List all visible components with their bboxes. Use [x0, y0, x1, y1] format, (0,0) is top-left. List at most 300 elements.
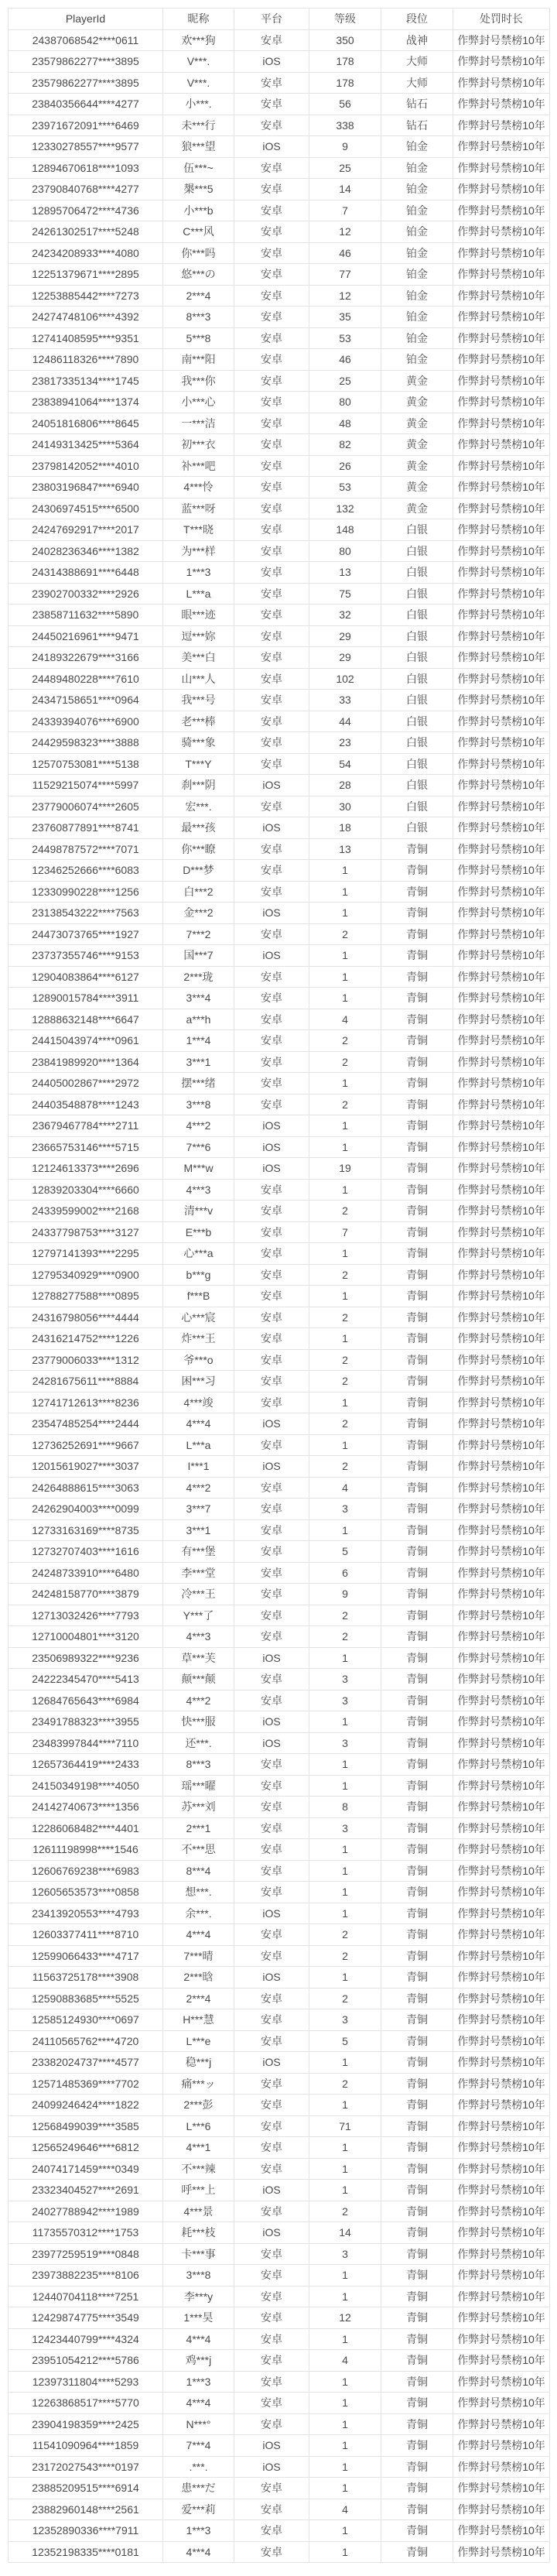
cell-platform: 安卓: [234, 2030, 309, 2052]
cell-nickname: 7***晴: [163, 1945, 234, 1967]
cell-level: 1: [309, 1839, 381, 1861]
cell-playerid: 12888632148****6647: [9, 1009, 163, 1030]
table-row: [9, 2073, 550, 2095]
table-row: [9, 2499, 550, 2520]
table-row: [9, 1754, 550, 1776]
cell-nickname: 4***4: [163, 1924, 234, 1946]
table-row: [9, 1605, 550, 1626]
cell-playerid: 12603377411****8710: [9, 1924, 163, 1946]
cell-nickname: 鸡***j: [163, 2350, 234, 2372]
cell-platform: 安卓: [234, 1051, 309, 1073]
cell-playerid: 12486118326****7890: [9, 349, 163, 371]
cell-nickname: 心***宸: [163, 1307, 234, 1328]
cell-playerid: 24429598323****3888: [9, 732, 163, 754]
cell-level: 14: [309, 179, 381, 200]
cell-punishment: 作弊封号禁榜10年: [453, 1264, 550, 1286]
cell-level: 178: [309, 51, 381, 73]
cell-rank: 青铜: [381, 2541, 453, 2563]
cell-platform: 安卓: [234, 157, 309, 179]
table-row: [9, 1009, 550, 1030]
cell-playerid: 24405002867****2972: [9, 1073, 163, 1094]
cell-level: 2: [309, 1371, 381, 1392]
cell-playerid: 12440704118****7251: [9, 2286, 163, 2307]
cell-nickname: 患***だ: [163, 2478, 234, 2499]
cell-platform: 安卓: [234, 2158, 309, 2180]
cell-platform: iOS: [234, 1158, 309, 1180]
cell-rank: 青铜: [381, 966, 453, 988]
cell-punishment: 作弊封号禁榜10年: [453, 1924, 550, 1946]
cell-punishment: 作弊封号禁榜10年: [453, 72, 550, 94]
cell-rank: 青铜: [381, 2350, 453, 2372]
cell-rank: 铂金: [381, 349, 453, 371]
cell-punishment: 作弊封号禁榜10年: [453, 370, 550, 392]
cell-platform: 安卓: [234, 1371, 309, 1392]
cell-level: 13: [309, 838, 381, 860]
cell-level: 29: [309, 647, 381, 669]
cell-rank: 青铜: [381, 1647, 453, 1669]
cell-punishment: 作弊封号禁榜10年: [453, 264, 550, 286]
cell-rank: 青铜: [381, 1115, 453, 1137]
cell-level: 12: [309, 221, 381, 243]
cell-punishment: 作弊封号禁榜10年: [453, 1690, 550, 1711]
cell-rank: 青铜: [381, 988, 453, 1009]
cell-rank: 黄金: [381, 413, 453, 434]
cell-punishment: 作弊封号禁榜10年: [453, 1073, 550, 1094]
cell-punishment: 作弊封号禁榜10年: [453, 817, 550, 839]
cell-rank: 青铜: [381, 945, 453, 967]
cell-playerid: 23803196847****6940: [9, 477, 163, 498]
cell-rank: 青铜: [381, 1286, 453, 1307]
cell-rank: 铂金: [381, 327, 453, 349]
cell-level: 2: [309, 1094, 381, 1115]
cell-nickname: 爱***莉: [163, 2499, 234, 2520]
cell-level: 53: [309, 477, 381, 498]
cell-punishment: 作弊封号禁榜10年: [453, 2456, 550, 2478]
cell-playerid: 23491788323****3955: [9, 1711, 163, 1733]
cell-punishment: 作弊封号禁榜10年: [453, 2307, 550, 2329]
cell-nickname: 一***洁: [163, 413, 234, 434]
cell-nickname: 4***景: [163, 2201, 234, 2222]
cell-nickname: 卡***事: [163, 2243, 234, 2265]
cell-level: 1: [309, 2328, 381, 2350]
cell-level: 25: [309, 157, 381, 179]
cell-rank: 青铜: [381, 1605, 453, 1626]
cell-platform: 安卓: [234, 988, 309, 1009]
cell-nickname: 4***4: [163, 2393, 234, 2414]
table-row: [9, 2201, 550, 2222]
cell-level: 75: [309, 583, 381, 605]
cell-level: 33: [309, 690, 381, 711]
cell-playerid: 24403548878****1243: [9, 1094, 163, 1115]
table-row: [9, 668, 550, 690]
cell-playerid: 24415043974****0961: [9, 1030, 163, 1052]
cell-platform: 安卓: [234, 200, 309, 221]
cell-playerid: 12606769238****6983: [9, 1860, 163, 1882]
cell-rank: 青铜: [381, 1158, 453, 1180]
cell-platform: 安卓: [234, 647, 309, 669]
cell-platform: 安卓: [234, 1860, 309, 1882]
cell-playerid: 23679467784****2711: [9, 1115, 163, 1137]
cell-level: 6: [309, 1562, 381, 1584]
cell-level: 1: [309, 2541, 381, 2563]
cell-nickname: 未***行: [163, 115, 234, 136]
cell-nickname: 蓝***呀: [163, 498, 234, 519]
cell-rank: 青铜: [381, 1690, 453, 1711]
cell-nickname: T***Y: [163, 753, 234, 775]
cell-playerid: 24247692917****2017: [9, 519, 163, 541]
cell-level: 82: [309, 434, 381, 456]
cell-platform: 安卓: [234, 285, 309, 307]
cell-platform: iOS: [234, 1732, 309, 1754]
cell-playerid: 12397311804****5293: [9, 2371, 163, 2393]
table-row: [9, 1307, 550, 1328]
cell-nickname: 最***孩: [163, 817, 234, 839]
cell-nickname: 瑶***曜: [163, 1775, 234, 1797]
table-row: [9, 327, 550, 349]
table-row: [9, 1456, 550, 1478]
cell-punishment: 作弊封号禁榜10年: [453, 732, 550, 754]
cell-level: 2: [309, 1988, 381, 2009]
cell-playerid: 12741408595****9351: [9, 327, 163, 349]
cell-level: 1: [309, 1882, 381, 1903]
cell-rank: 白银: [381, 690, 453, 711]
cell-nickname: 4***2: [163, 1477, 234, 1499]
cell-nickname: 2***珑: [163, 966, 234, 988]
cell-playerid: 12590883685****5525: [9, 1988, 163, 2009]
cell-playerid: 23323404527****2691: [9, 2180, 163, 2201]
cell-playerid: 12352198335****0181: [9, 2541, 163, 2563]
cell-rank: 青铜: [381, 1051, 453, 1073]
cell-platform: 安卓: [234, 753, 309, 775]
cell-platform: 安卓: [234, 72, 309, 94]
cell-level: 1: [309, 1860, 381, 1882]
table-row: [9, 1584, 550, 1605]
cell-level: 2: [309, 1924, 381, 1946]
cell-nickname: 1***昊: [163, 2307, 234, 2329]
cell-punishment: 作弊封号禁榜10年: [453, 307, 550, 328]
cell-punishment: 作弊封号禁榜10年: [453, 1945, 550, 1967]
table-row: [9, 690, 550, 711]
cell-playerid: 12797141393****2295: [9, 1243, 163, 1265]
cell-nickname: 2***晗: [163, 1967, 234, 1989]
cell-rank: 黄金: [381, 455, 453, 477]
cell-nickname: 4***4: [163, 2328, 234, 2350]
cell-playerid: 24074171459****0349: [9, 2158, 163, 2180]
cell-nickname: 金***2: [163, 903, 234, 924]
cell-level: 1: [309, 2456, 381, 2478]
cell-rank: 青铜: [381, 1817, 453, 1839]
cell-rank: 铂金: [381, 157, 453, 179]
table-row: [9, 2052, 550, 2074]
cell-level: 1: [309, 2393, 381, 2414]
cell-nickname: 想***.: [163, 1882, 234, 1903]
cell-level: 2: [309, 1307, 381, 1328]
table-row: [9, 881, 550, 903]
cell-rank: 黄金: [381, 370, 453, 392]
cell-playerid: 12124613373****2696: [9, 1158, 163, 1180]
cell-punishment: 作弊封号禁榜10年: [453, 1456, 550, 1478]
cell-platform: 安卓: [234, 2265, 309, 2287]
cell-punishment: 作弊封号禁榜10年: [453, 1967, 550, 1989]
cell-punishment: 作弊封号禁榜10年: [453, 1243, 550, 1265]
cell-playerid: 23382024737****4577: [9, 2052, 163, 2074]
cell-playerid: 24347158651****0964: [9, 690, 163, 711]
cell-playerid: 11735570312****1753: [9, 2222, 163, 2244]
table-row: [9, 1158, 550, 1180]
cell-nickname: 草***芙: [163, 1647, 234, 1669]
table-row: [9, 1243, 550, 1265]
cell-punishment: 作弊封号禁榜10年: [453, 2115, 550, 2137]
cell-nickname: 摆***绪: [163, 1073, 234, 1094]
column-header-playerid: PlayerId: [9, 9, 163, 30]
table-row: [9, 2137, 550, 2159]
cell-punishment: 作弊封号禁榜10年: [453, 2478, 550, 2499]
cell-nickname: L***6: [163, 2115, 234, 2137]
cell-playerid: 23882960148****2561: [9, 2499, 163, 2520]
table-row: [9, 1732, 550, 1754]
cell-platform: 安卓: [234, 1626, 309, 1648]
table-row: [9, 2180, 550, 2201]
cell-level: 9: [309, 136, 381, 158]
cell-platform: 安卓: [234, 966, 309, 988]
cell-playerid: 12568499039****3585: [9, 2115, 163, 2137]
cell-level: 1: [309, 2413, 381, 2435]
cell-punishment: 作弊封号禁榜10年: [453, 690, 550, 711]
cell-platform: iOS: [234, 2456, 309, 2478]
cell-playerid: 12605653573****0858: [9, 1882, 163, 1903]
cell-nickname: 槼***5: [163, 179, 234, 200]
cell-rank: 青铜: [381, 1669, 453, 1690]
cell-playerid: 23413920553****4793: [9, 1903, 163, 1924]
cell-playerid: 12741712613****8236: [9, 1392, 163, 1413]
cell-playerid: 23790840768****4277: [9, 179, 163, 200]
cell-punishment: 作弊封号禁榜10年: [453, 923, 550, 945]
cell-nickname: 为***样: [163, 540, 234, 562]
cell-platform: 安卓: [234, 796, 309, 817]
cell-rank: 青铜: [381, 1882, 453, 1903]
cell-rank: 青铜: [381, 1030, 453, 1052]
cell-punishment: 作弊封号禁榜10年: [453, 1201, 550, 1222]
cell-nickname: 余***.: [163, 1903, 234, 1924]
cell-nickname: 南***阳: [163, 349, 234, 371]
table-row: [9, 1349, 550, 1371]
cell-rank: 青铜: [381, 1903, 453, 1924]
cell-nickname: 补***吧: [163, 455, 234, 477]
cell-nickname: 狼***望: [163, 136, 234, 158]
cell-punishment: 作弊封号禁榜10年: [453, 1286, 550, 1307]
cell-platform: 安卓: [234, 1221, 309, 1243]
cell-platform: 安卓: [234, 221, 309, 243]
table-row: [9, 264, 550, 286]
cell-platform: iOS: [234, 1115, 309, 1137]
table-row: [9, 817, 550, 839]
cell-platform: 安卓: [234, 1797, 309, 1818]
cell-punishment: 作弊封号禁榜10年: [453, 903, 550, 924]
cell-nickname: 8***3: [163, 1754, 234, 1776]
cell-punishment: 作弊封号禁榜10年: [453, 2158, 550, 2180]
cell-rank: 青铜: [381, 1754, 453, 1776]
cell-level: 338: [309, 115, 381, 136]
cell-level: 2: [309, 2073, 381, 2095]
cell-nickname: 1***3: [163, 2371, 234, 2393]
cell-punishment: 作弊封号禁榜10年: [453, 1051, 550, 1073]
cell-nickname: 7***4: [163, 2435, 234, 2457]
cell-level: 1: [309, 2052, 381, 2074]
cell-platform: 安卓: [234, 1201, 309, 1222]
cell-playerid: 23838941064****1374: [9, 392, 163, 413]
cell-nickname: 骑***象: [163, 732, 234, 754]
cell-playerid: 23858711632****5890: [9, 605, 163, 626]
cell-playerid: 12423440799****4324: [9, 2328, 163, 2350]
table-row: [9, 966, 550, 988]
cell-rank: 青铜: [381, 1201, 453, 1222]
table-row: [9, 605, 550, 626]
cell-playerid: 12684765643****6984: [9, 1690, 163, 1711]
cell-playerid: 12263868517****5770: [9, 2393, 163, 2414]
cell-playerid: 24314388691****6448: [9, 562, 163, 584]
cell-rank: 青铜: [381, 2328, 453, 2350]
cell-rank: 白银: [381, 711, 453, 732]
cell-level: 13: [309, 562, 381, 584]
cell-level: 1: [309, 1115, 381, 1137]
cell-platform: 安卓: [234, 94, 309, 115]
cell-nickname: D***梦: [163, 860, 234, 882]
cell-playerid: 12733163169****8735: [9, 1519, 163, 1541]
cell-platform: 安卓: [234, 1286, 309, 1307]
cell-playerid: 23977259519****0848: [9, 2243, 163, 2265]
cell-level: 2: [309, 1051, 381, 1073]
cell-playerid: 24248158770****3879: [9, 1584, 163, 1605]
cell-nickname: 小***.: [163, 94, 234, 115]
cell-punishment: 作弊封号禁榜10年: [453, 1839, 550, 1861]
cell-platform: 安卓: [234, 625, 309, 647]
cell-playerid: 23779006033****1312: [9, 1349, 163, 1371]
cell-platform: 安卓: [234, 29, 309, 51]
cell-punishment: 作弊封号禁榜10年: [453, 157, 550, 179]
cell-playerid: 12732707403****1616: [9, 1541, 163, 1563]
cell-punishment: 作弊封号禁榜10年: [453, 2328, 550, 2350]
cell-level: 4: [309, 2499, 381, 2520]
cell-punishment: 作弊封号禁榜10年: [453, 945, 550, 967]
cell-platform: iOS: [234, 775, 309, 796]
cell-punishment: 作弊封号禁榜10年: [453, 2393, 550, 2414]
cell-playerid: 23904198359****2425: [9, 2413, 163, 2435]
cell-nickname: 白***2: [163, 881, 234, 903]
cell-level: 1: [309, 1647, 381, 1669]
cell-level: 3: [309, 2009, 381, 2031]
table-row: [9, 1541, 550, 1563]
cell-punishment: 作弊封号禁榜10年: [453, 1732, 550, 1754]
cell-level: 26: [309, 455, 381, 477]
cell-nickname: L***a: [163, 1434, 234, 1456]
cell-punishment: 作弊封号禁榜10年: [453, 1392, 550, 1413]
table-row: [9, 732, 550, 754]
cell-punishment: 作弊封号禁榜10年: [453, 540, 550, 562]
cell-nickname: 1***3: [163, 2520, 234, 2542]
cell-playerid: 12904083864****6127: [9, 966, 163, 988]
cell-punishment: 作弊封号禁榜10年: [453, 477, 550, 498]
table-row: [9, 1115, 550, 1137]
cell-level: 3: [309, 1499, 381, 1520]
cell-platform: 安卓: [234, 477, 309, 498]
cell-platform: 安卓: [234, 242, 309, 264]
cell-nickname: 刹***阴: [163, 775, 234, 796]
table-row: [9, 1647, 550, 1669]
cell-nickname: 7***2: [163, 923, 234, 945]
cell-playerid: 23737355746****9153: [9, 945, 163, 967]
cell-punishment: 作弊封号禁榜10年: [453, 1562, 550, 1584]
table-row: [9, 1136, 550, 1158]
cell-rank: 黄金: [381, 392, 453, 413]
cell-nickname: 眼***迹: [163, 605, 234, 626]
cell-level: 3: [309, 2243, 381, 2265]
cell-level: 1: [309, 1754, 381, 1776]
cell-rank: 黄金: [381, 498, 453, 519]
cell-playerid: 23547485254****2444: [9, 1413, 163, 1435]
cell-rank: 青铜: [381, 1434, 453, 1456]
cell-nickname: 4***4: [163, 2541, 234, 2563]
cell-nickname: 山***人: [163, 668, 234, 690]
cell-platform: 安卓: [234, 2137, 309, 2159]
cell-punishment: 作弊封号禁榜10年: [453, 1179, 550, 1201]
cell-rank: 青铜: [381, 1456, 453, 1478]
cell-level: 2: [309, 1349, 381, 1371]
table-row: [9, 2541, 550, 2563]
cell-rank: 青铜: [381, 2201, 453, 2222]
cell-punishment: 作弊封号禁榜10年: [453, 1754, 550, 1776]
cell-platform: 安卓: [234, 2499, 309, 2520]
cell-rank: 白银: [381, 625, 453, 647]
cell-playerid: 12895706472****4736: [9, 200, 163, 221]
cell-rank: 青铜: [381, 2371, 453, 2393]
cell-punishment: 作弊封号禁榜10年: [453, 1328, 550, 1350]
table-row: [9, 2478, 550, 2499]
cell-platform: 安卓: [234, 2371, 309, 2393]
cell-level: 29: [309, 625, 381, 647]
cell-level: 3: [309, 1817, 381, 1839]
cell-nickname: Y***了: [163, 1605, 234, 1626]
cell-platform: 安卓: [234, 1349, 309, 1371]
cell-platform: 安卓: [234, 1477, 309, 1499]
cell-platform: iOS: [234, 1903, 309, 1924]
cell-playerid: 24234208933****4080: [9, 242, 163, 264]
cell-playerid: 12890015784****3911: [9, 988, 163, 1009]
cell-rank: 青铜: [381, 1136, 453, 1158]
cell-level: 1: [309, 1328, 381, 1350]
table-row: [9, 2222, 550, 2244]
cell-nickname: 炸***王: [163, 1328, 234, 1350]
cell-playerid: 24261302517****5248: [9, 221, 163, 243]
cell-rank: 青铜: [381, 2073, 453, 2095]
table-row: [9, 923, 550, 945]
cell-level: 12: [309, 2307, 381, 2329]
cell-level: 1: [309, 1967, 381, 1989]
cell-rank: 战神: [381, 29, 453, 51]
cell-rank: 钻石: [381, 115, 453, 136]
table-row: [9, 2030, 550, 2052]
cell-punishment: 作弊封号禁榜10年: [453, 2073, 550, 2095]
cell-punishment: 作弊封号禁榜10年: [453, 1009, 550, 1030]
cell-nickname: 美***白: [163, 647, 234, 669]
cell-rank: 青铜: [381, 2115, 453, 2137]
cell-nickname: L***a: [163, 583, 234, 605]
cell-rank: 青铜: [381, 2520, 453, 2542]
cell-punishment: 作弊封号禁榜10年: [453, 2052, 550, 2074]
cell-level: 1: [309, 1179, 381, 1201]
cell-rank: 黄金: [381, 434, 453, 456]
cell-level: 54: [309, 753, 381, 775]
cell-level: 19: [309, 1158, 381, 1180]
